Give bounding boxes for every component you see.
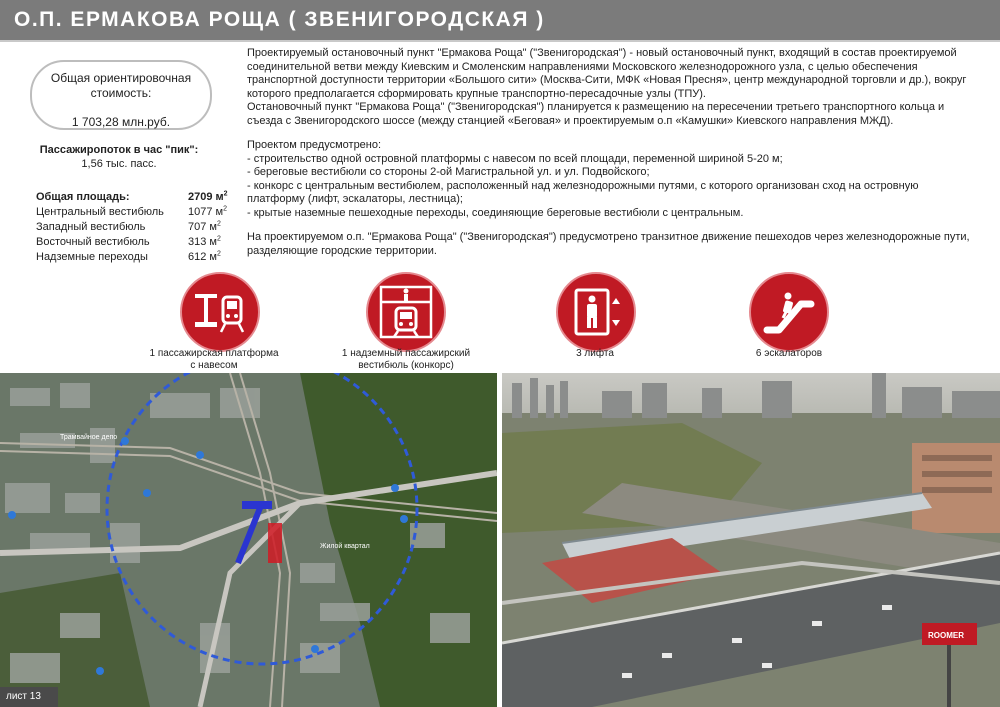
map-label: Трамвайное депо: [60, 434, 118, 441]
area-table: [36, 190, 236, 265]
feature-concourse: [366, 272, 450, 356]
area-total-value: 2709 $м^2$: [188, 190, 228, 203]
platform-icon: [180, 272, 260, 352]
map-label: Жилой квартал: [320, 543, 370, 550]
description-paragraph: На проектируемом о.п. "Ермакова Роща" ("Звенигородская") предусмотрено транзитное движение пешеходов через железнодорожные пути, разделяющие городские территории.: [247, 231, 970, 257]
passenger-flow-value: 1,56 тыс. пасс.: [81, 158, 157, 170]
satellite-map: [0, 373, 497, 707]
area-row: [36, 205, 236, 220]
description-paragraph: Остановочный пункт "Ермакова Роща" ("Звенигородская") планируется к размещению на пересечении третьего транспортного кольца и съезда с Звенигородского шоссе (между станцией «Беговая» и проектируемым о.п «Камушки» Киевского направления МЖД).: [247, 101, 945, 127]
area-label: Центральный вестибюль: [36, 206, 164, 218]
area-value: 612 $м^2$: [188, 250, 221, 263]
page-title: О.П. ЕРМАКОВА РОЩА ( ЗВЕНИГОРОДСКАЯ ): [14, 8, 545, 31]
passenger-flow-title: Пассажиропоток в час "пик":: [39, 144, 199, 156]
area-label: Надземные переходы: [36, 251, 148, 263]
header-bar: [0, 0, 1000, 42]
sheet-number: лист 13: [0, 687, 58, 707]
area-label: Западный вестибюль: [36, 221, 146, 233]
billboard-text: ROOMER: [928, 631, 964, 640]
escalator-icon: [749, 272, 829, 352]
area-total-label: Общая площадь:: [36, 191, 130, 203]
project-description: [247, 47, 977, 258]
cost-value: 1 703,28 млн.руб.: [71, 115, 171, 129]
cost-box: [30, 60, 212, 130]
cost-label-1: Общая ориентировочная: [50, 71, 192, 85]
area-row: [36, 250, 236, 265]
area-value: 313 $м^2$: [188, 235, 221, 248]
elevator-icon: [556, 272, 636, 352]
area-row-total: [36, 190, 236, 205]
feature-escalator: [749, 272, 833, 356]
description-bullet: - строительство одной островной платформы с навесом по всей площади, переменной шириной 5-20 м;: [247, 152, 783, 165]
feature-label: 6 эскалаторов: [755, 348, 823, 359]
feature-label: 1 надземный пассажирский вестибюль (конкорс): [341, 348, 471, 371]
description-paragraph: Проектом предусмотрено:: [247, 139, 382, 151]
area-value: 1077 $м^2$: [188, 205, 227, 218]
feature-elevator: [556, 272, 640, 356]
description-bullet: - береговые вестибюли со стороны 2-ой Магистральной ул. и ул. Подвойского;: [247, 166, 650, 178]
passenger-flow: [24, 143, 214, 171]
area-value: 707 $м^2$: [188, 220, 221, 233]
concourse-icon: [366, 272, 446, 352]
feature-label: 1 пассажирская платформа с навесом: [149, 348, 279, 371]
cost-label-2: стоимость:: [90, 86, 152, 100]
feature-platform: [180, 272, 264, 356]
area-row: [36, 220, 236, 235]
description-paragraph: Проектируемый остановочный пункт "Ермакова Роща" ("Звенигородская") - новый остановочный пункт, входящий в состав проектируемой соединительной ветви между Киевским и Смоленским направлениями Московского железнодорожного узла, с целью обеспечения транспортной доступности территории «Большого сити» (Москва-Сити, МФК «Новая Пресня», центр международной торговли и др.), вокруг которого предполагается сформировать крупные транспортно-пересадочные узлы (ТПУ).: [247, 47, 967, 100]
area-label: Восточный вестибюль: [36, 236, 150, 248]
area-row: [36, 235, 236, 250]
aerial-photo: [502, 373, 1000, 707]
feature-label: 3 лифта: [576, 348, 614, 359]
description-bullet: - крытые наземные пешеходные переходы, соединяющие береговые вестибюли с центральным.: [247, 206, 744, 219]
description-bullet: - конкорс с центральным вестибюлем, расположенный над железнодорожными путями, с которого организован сход на островную платформу (лифт, эскалаторы, лестница);: [247, 179, 919, 205]
